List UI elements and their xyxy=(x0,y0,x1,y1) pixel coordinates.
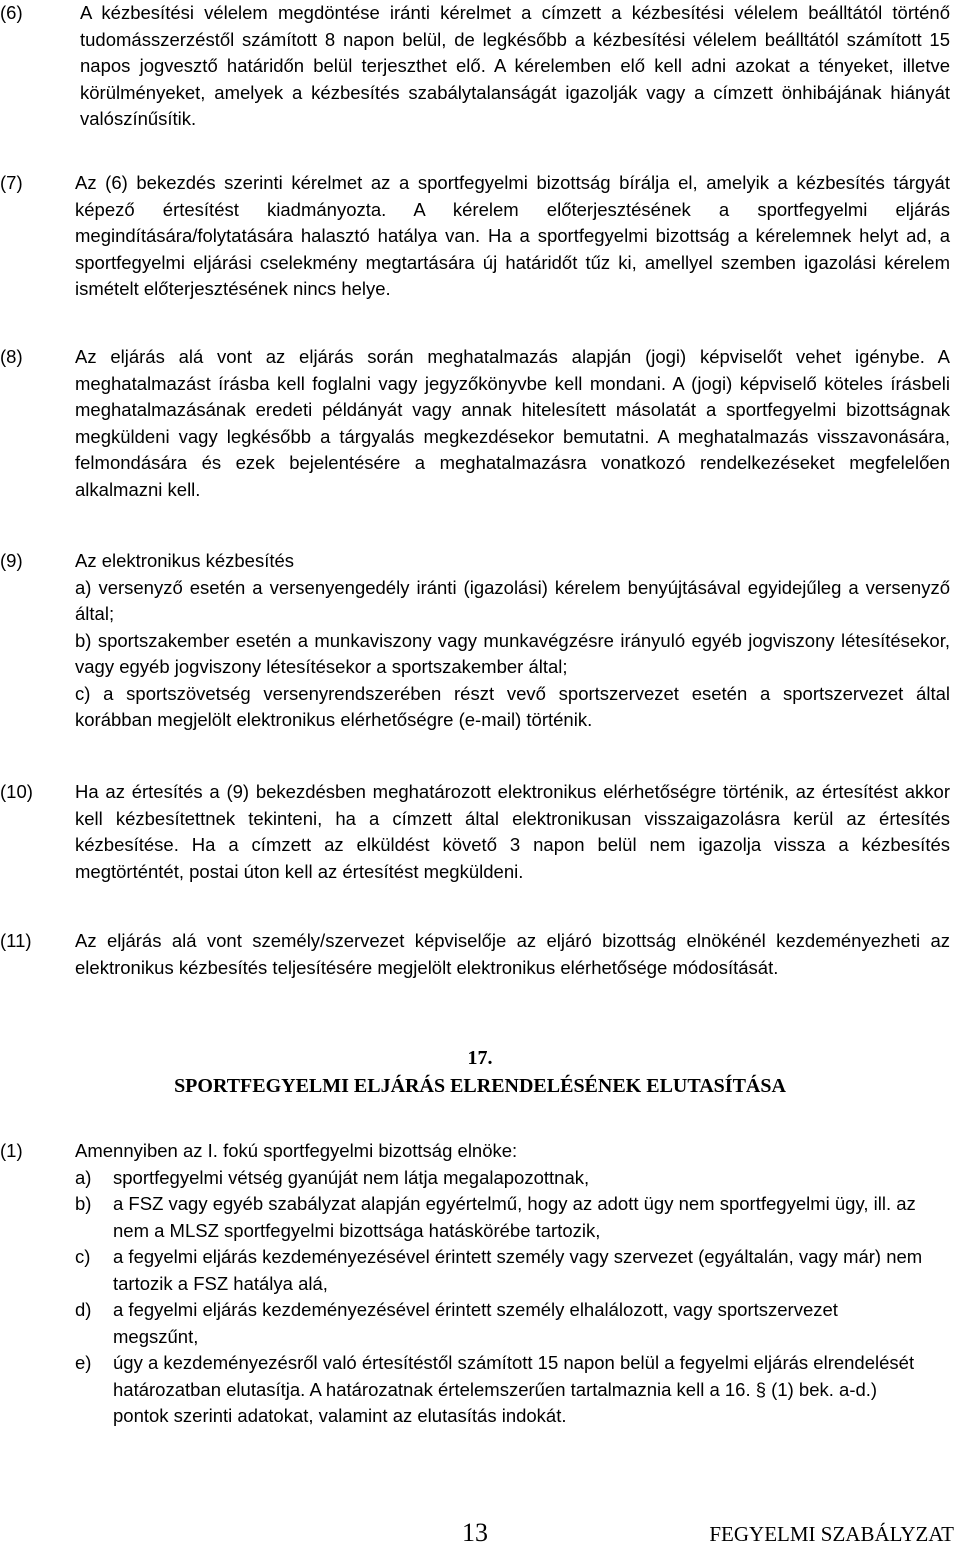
item-letter: a) xyxy=(75,1166,92,1188)
list-item: c) a sportszövetség versenyrendszerében részt vevő sportszervezet esetén a sportszervezet által korábban megjelölt elektronikus elérhetőségre (e-mail) történik. xyxy=(75,682,950,730)
item-text: a fegyelmi eljárás kezdeményezésével érintett személy vagy szervezet (egyáltalán, vagy már) nem tartozik a FSZ hatálya alá, xyxy=(113,1246,923,1294)
item-text: a fegyelmi eljárás kezdeményezésével érintett személy elhalálozott, vagy sportszervezet megszűnt, xyxy=(113,1299,838,1347)
paragraph-text: Az eljárás alá vont az eljárás során meghatalmazás alapján (jogi) képviselőt vehet igénybe. A meghatalmazást írásba kell foglalni vagy jegyzőkönyvbe kell mondani. A (jogi) képviselő köteles írásbeli meghatalmazásának eredeti példányát vagy annak hitelesített másolatát a sportfegyelmi bizottságnak megküldeni vagy legkésőbb a tárgyalás megkezdésekor bemutatni. A meghatalmazás visszavonására, felmondására és ezek bejelentésére a meghatalmazásra vonatkozó rendelkezéseket megfelelően alkalmazni kell. xyxy=(75,346,950,500)
section-paragraph-1 xyxy=(0,1138,955,1430)
paragraph-body xyxy=(75,1138,925,1430)
paragraph-9 xyxy=(0,548,955,734)
paragraph-text: Az (6) bekezdés szerinti kérelmet az a sportfegyelmi bizottság bírálja el, amelyik a kézbesítés tárgyát képező értesítést kiadmányozta. A kérelem előterjesztésének a sportfegyelmi eljárás megindítására/folytatására halasztó hatálya van. Ha a sportfegyelmi bizottság a kérelemnek helyt ad, a sportfegyelmi eljárási cselekmény megtartására új határidőt tűz ki, amellyel szemben igazolási kérelem ismételt előterjesztésének nincs helye. xyxy=(75,172,950,299)
item-letter: c) xyxy=(75,1246,91,1267)
list-item: b) sportszakember esetén a munkaviszony vagy munkavégzésre irányuló egyéb jogviszony létesítésekor, vagy egyéb jogviszony létesítésekor a sportszakember által; xyxy=(75,629,950,677)
paragraph-10 xyxy=(0,779,955,885)
item-text: úgy a kezdeményezésről való értesítéstől számított 15 napon belül a fegyelmi eljárás elrendelését határozatban elutasítja. A határozatnak értelemszerűen tartalmaznia kell a 16. § (1) bek. a-d.) pontok szerinti adatokat, valamint az elutasítás indokát. xyxy=(113,1352,915,1426)
paragraph-number: (8) xyxy=(0,346,23,367)
paragraph-text: Ha az értesítés a (9) bekezdésben meghatározott elektronikus elérhetőségre történik, az értesítést akkor kell kézbesítettnek tekinteni, ha a címzett által elektronikusan visszaigazolásra kerül az értesítés kézbesítése. Ha a címzett az elküldést követő 3 napon belül nem igazolja vissza a kézbesítés megtörténtét, postai úton kell az értesítést megküldeni. xyxy=(75,781,950,882)
list-item xyxy=(75,1350,925,1430)
paragraph-7 xyxy=(0,170,955,303)
paragraph-number: (1) xyxy=(0,1140,23,1161)
paragraph-intro: Az elektronikus kézbesítés xyxy=(75,550,295,571)
list-item xyxy=(75,1244,925,1297)
section-title: SPORTFEGYELMI ELJÁRÁS ELRENDELÉSÉNEK ELUTASÍTÁSA xyxy=(174,1075,786,1097)
paragraph-text: A kézbesítési vélelem megdöntése iránti kérelmet a címzett a kézbesítési vélelem beálltától történő tudomásszerzéstől számított 8 napon belül, de legkésőbb a kézbesítési vélelem beálltától számított 15 napos jogvesztő határidőn belül terjeszthet elő. A kérelemben elő kell adni azokat a tényeket, illetve körülményeket, amelyek a kézbesítés szabálytalanságát igazolják vagy a címzett önhibájának hiányát valószínűsítik. xyxy=(80,2,950,129)
paragraph-number: (6) xyxy=(0,2,23,23)
paragraph-8 xyxy=(0,344,955,503)
list-item xyxy=(75,1297,925,1350)
footer-title: FEGYELMI SZABÁLYZAT xyxy=(709,1522,954,1546)
paragraph-intro: Amennyiben az I. fokú sportfegyelmi bizottság elnöke: xyxy=(75,1140,518,1161)
paragraph-body xyxy=(75,548,950,734)
paragraph-11 xyxy=(0,928,955,981)
item-text: sportfegyelmi vétség gyanúját nem látja megalapozottnak, xyxy=(113,1166,590,1188)
paragraph-number: (10) xyxy=(0,781,33,802)
paragraph-number: (11) xyxy=(0,930,32,951)
item-letter: d) xyxy=(75,1299,92,1320)
list-item: a) versenyző esetén a versenyengedély iránti (igazolási) kérelem benyújtásával egyidejűleg a versenyző által; xyxy=(75,576,950,624)
list-item xyxy=(75,1191,925,1244)
section-number: 17. xyxy=(467,1047,493,1069)
paragraph-number: (7) xyxy=(0,172,23,193)
paragraph-text: Az eljárás alá vont személy/szervezet képviselője az eljáró bizottság elnökénél kezdeményezheti az elektronikus kézbesítés teljesítésére megjelölt elektronikus elérhetősége módosítását. xyxy=(75,930,950,978)
page-number: 13 xyxy=(462,1518,488,1547)
list-item xyxy=(75,1165,925,1192)
item-letter: b) xyxy=(75,1193,92,1214)
paragraph-6 xyxy=(0,0,955,133)
item-text: a FSZ vagy egyéb szabályzat alapján egyértelmű, hogy az adott ügy nem sportfegyelmi ügy, ill. az nem a MLSZ sportfegyelmi bizottsága hatáskörébe tartozik, xyxy=(113,1193,916,1241)
paragraph-number: (9) xyxy=(0,550,23,571)
section-heading xyxy=(0,1044,960,1100)
item-letter: e) xyxy=(75,1352,92,1373)
